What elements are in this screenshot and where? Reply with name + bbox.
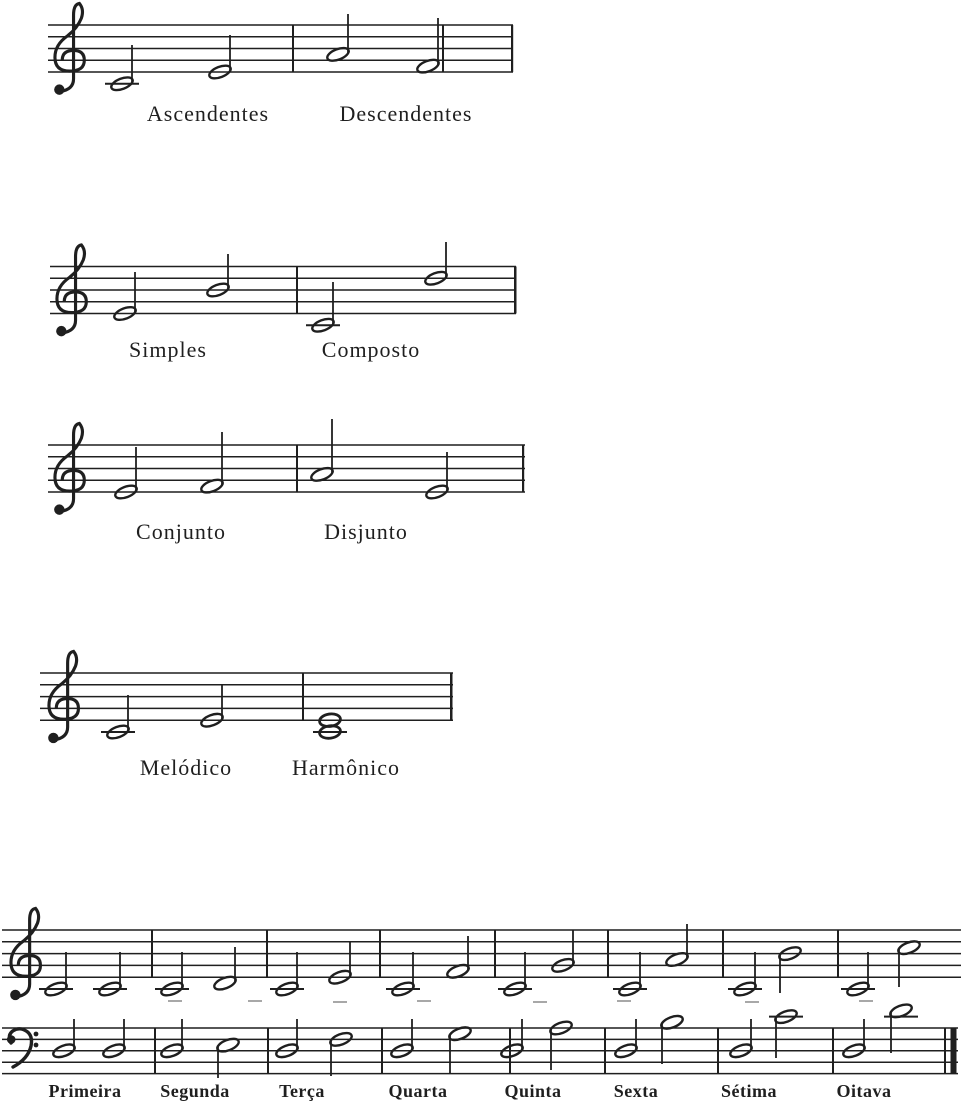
section-label-descendentes: Descendentes bbox=[339, 101, 473, 126]
interval-label-oitava: Oitava bbox=[836, 1081, 892, 1101]
scan-artifact bbox=[333, 1001, 347, 1003]
section-label-harmonico: Harmônico bbox=[292, 755, 400, 780]
note-E4 bbox=[425, 452, 450, 501]
note-F4 bbox=[416, 18, 441, 75]
note-E4 bbox=[113, 272, 138, 322]
staff-ascendentes-descendentes bbox=[48, 3, 513, 94]
end-barline bbox=[944, 1028, 946, 1074]
section-label-melodico: Melódico bbox=[139, 755, 233, 780]
end-barline bbox=[450, 673, 453, 720]
staff-simples-composto bbox=[50, 242, 517, 336]
interval-label-primeira: Primeira bbox=[48, 1081, 122, 1101]
scan-artifact bbox=[417, 1000, 431, 1002]
note-C4 bbox=[39, 952, 73, 998]
note-C5 bbox=[897, 939, 922, 987]
note-C4 bbox=[93, 952, 127, 998]
note-C4 bbox=[728, 952, 762, 998]
note-A4 bbox=[310, 419, 335, 483]
end-barline bbox=[511, 25, 513, 72]
note-E3 bbox=[216, 1036, 241, 1078]
interval-label-sexta: Sexta bbox=[613, 1081, 659, 1101]
note-C4 bbox=[313, 724, 347, 739]
note-C4 bbox=[498, 952, 532, 998]
note-E4 bbox=[200, 684, 225, 729]
scan-artifact bbox=[617, 1000, 631, 1002]
note-F4 bbox=[446, 936, 471, 980]
section-label-conjunto: Conjunto bbox=[136, 519, 226, 544]
note-C4 bbox=[155, 952, 189, 998]
end-barline bbox=[514, 267, 517, 314]
note-E4 bbox=[208, 35, 233, 81]
note-F3 bbox=[329, 1030, 354, 1076]
interval-label-setima: Sétima bbox=[721, 1081, 777, 1101]
staff-melodico-harmonico bbox=[40, 651, 453, 743]
note-C4 bbox=[101, 695, 135, 741]
note-B4 bbox=[778, 945, 803, 993]
interval-label-quarta: Quarta bbox=[388, 1081, 448, 1101]
scan-artifact bbox=[533, 1001, 547, 1003]
end-barline bbox=[951, 1028, 957, 1074]
section-label-ascendentes: Ascendentes bbox=[146, 101, 270, 126]
staff-intervals-bass bbox=[2, 1002, 958, 1078]
interval-label-segunda: Segunda bbox=[160, 1081, 230, 1101]
scan-artifact bbox=[745, 1001, 759, 1003]
scan-artifact bbox=[859, 1000, 873, 1002]
note-E4 bbox=[328, 942, 353, 986]
note-D5 bbox=[424, 242, 449, 287]
note-E4 bbox=[114, 447, 139, 501]
interval-label-quinta: Quinta bbox=[504, 1081, 562, 1101]
note-C4 bbox=[386, 952, 420, 998]
note-G4 bbox=[551, 930, 576, 974]
end-barline bbox=[522, 445, 524, 492]
note-C4 bbox=[841, 952, 875, 998]
interval-label-terca: Terça bbox=[279, 1081, 325, 1101]
note-C4 bbox=[105, 45, 139, 93]
bass-clef-icon bbox=[7, 1029, 39, 1067]
scan-artifact bbox=[248, 1000, 262, 1002]
staff-intervals-treble bbox=[2, 908, 961, 1000]
section-label-simples: Simples bbox=[129, 337, 207, 362]
note-F4 bbox=[200, 432, 225, 495]
section-label-disjunto: Disjunto bbox=[324, 519, 408, 544]
scan-artifact bbox=[168, 1000, 182, 1002]
section-label-composto: Composto bbox=[321, 337, 421, 362]
note-B4 bbox=[206, 254, 231, 299]
note-C4 bbox=[270, 952, 304, 998]
staff-conjunto-disjunto bbox=[48, 419, 525, 515]
note-A4 bbox=[326, 14, 351, 63]
note-G3 bbox=[448, 1025, 473, 1074]
note-C4 bbox=[613, 952, 647, 998]
